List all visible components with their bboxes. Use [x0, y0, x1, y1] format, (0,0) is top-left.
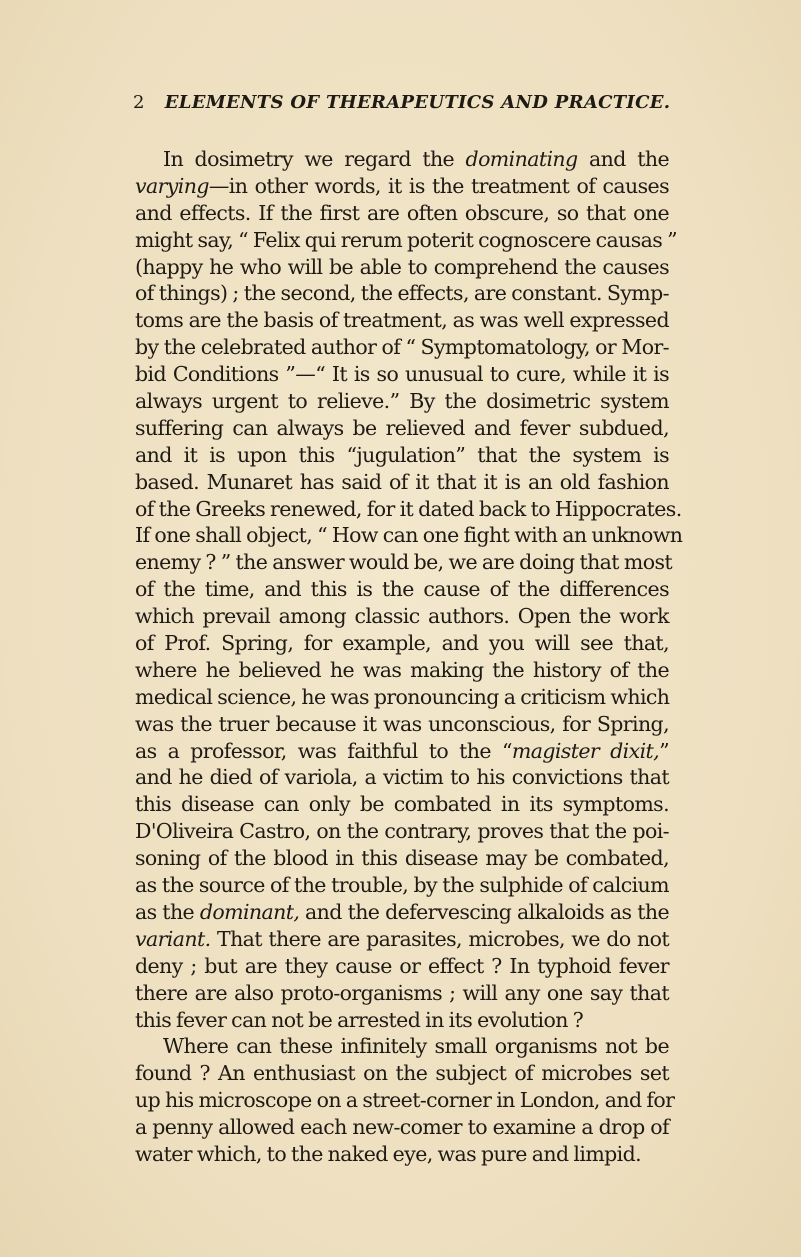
- text-run: and effects. If the first are often obscure, so that one: [135, 200, 669, 225]
- text-line: [135, 953, 669, 980]
- text-run: based. Munaret has said of it that it is an old fashion: [135, 469, 669, 494]
- text-run: toms are the basis of treatment, as was well expressed: [135, 308, 669, 333]
- text-run: as the: [135, 899, 200, 924]
- text-run: (happy he who will be able to comprehend the causes: [135, 254, 669, 279]
- text-line: [135, 442, 669, 469]
- text-run: bid Conditions ”—“ It is so unusual to cure, while it is: [135, 362, 669, 387]
- text-line: [135, 469, 669, 496]
- italic-text-run: magister dixit,: [511, 738, 660, 763]
- text-line: [135, 1033, 669, 1060]
- text-run: this fever can not be arrested in its evolution ?: [135, 1007, 584, 1032]
- text-run: of the time, and this is the cause of the differences: [135, 577, 669, 602]
- text-run: always urgent to relieve.” By the dosimetric system: [135, 389, 669, 414]
- text-run: by the celebrated author of “ Symptomatology, or Mor-: [135, 335, 669, 360]
- italic-text-run: dominant,: [199, 899, 300, 924]
- text-run: up his microscope on a street-corner in London, and for: [135, 1088, 675, 1113]
- text-line: [135, 146, 669, 173]
- text-run: In dosimetry we regard the: [163, 147, 466, 171]
- text-run: as the source of the trouble, by the sulphide of calcium: [135, 873, 669, 898]
- text-line: [135, 254, 669, 281]
- text-line: [135, 764, 669, 791]
- text-run: —in other words, it is the treatment of causes: [208, 173, 669, 198]
- text-line: [135, 1087, 675, 1114]
- text-run: deny ; but are they cause or effect ? In typhoid fever: [135, 953, 669, 978]
- text-run: suffering can always be relieved and fever subdued,: [135, 415, 669, 440]
- text-run: water which, to the naked eye, was pure and limpid.: [135, 1141, 642, 1166]
- text-line: [135, 791, 669, 818]
- running-head-title: ELEMENTS OF THERAPEUTICS AND PRACTICE.: [164, 92, 671, 113]
- text-run: of the Greeks renewed, for it dated back to Hippocrates.: [135, 496, 682, 521]
- body-text: [135, 146, 683, 1168]
- italic-text-run: dominating: [465, 147, 578, 171]
- text-run: and the defervescing alkaloids as the: [299, 899, 669, 924]
- text-run: and he died of variola, a victim to his convictions that: [135, 765, 669, 790]
- text-run: medical science, he was pronouncing a criticism which: [135, 684, 670, 709]
- text-run: ”: [659, 738, 669, 763]
- italic-text-run: varying: [135, 173, 209, 198]
- text-run: soning of the blood in this disease may be combated,: [135, 846, 669, 871]
- text-run: which prevail among classic authors. Open the work: [135, 604, 669, 629]
- text-line: [135, 334, 669, 361]
- text-line: [135, 1007, 669, 1034]
- text-run: and the: [577, 147, 669, 171]
- text-line: [135, 738, 669, 765]
- text-run: of Prof. Spring, for example, and you will see that,: [135, 631, 669, 656]
- text-run: If one shall object, “ How can one fight with an unknown: [135, 523, 683, 548]
- text-line: [135, 684, 669, 711]
- text-line: [135, 1114, 669, 1141]
- text-line: [135, 280, 669, 307]
- text-line: [135, 173, 669, 200]
- text-line: [135, 1060, 669, 1087]
- text-run: there are also proto-organisms ; will any one say that: [135, 980, 669, 1005]
- text-line: [135, 980, 669, 1007]
- text-line: [135, 227, 678, 254]
- text-run: D'Oliveira Castro, on the contrary, proves that the poi-: [135, 819, 669, 844]
- text-line: [135, 522, 683, 549]
- text-run: might say, “ Felix qui rerum poterit cognoscere causas ”: [135, 227, 678, 252]
- text-line: [135, 388, 669, 415]
- text-line: [135, 549, 672, 576]
- text-line: [135, 496, 682, 523]
- text-line: [135, 307, 669, 334]
- text-line: [135, 1141, 669, 1168]
- running-head: [133, 92, 673, 113]
- text-line: [135, 361, 669, 388]
- text-line: [135, 926, 669, 953]
- page-number: 2: [133, 92, 145, 113]
- text-run: and it is upon this “jugulation” that the system is: [135, 442, 669, 467]
- text-line: [135, 415, 669, 442]
- text-run: a penny allowed each new-comer to examine a drop of: [135, 1115, 669, 1140]
- text-run: Where can these infinitely small organisms not be: [163, 1034, 669, 1059]
- text-run: where he believed he was making the history of the: [135, 657, 669, 682]
- text-line: [135, 657, 669, 684]
- text-line: [135, 711, 669, 738]
- text-run: of things) ; the second, the effects, are constant. Symp-: [135, 281, 669, 306]
- text-line: [135, 603, 669, 630]
- italic-text-run: variant.: [135, 926, 211, 951]
- text-run: That there are parasites, microbes, we do not: [210, 926, 669, 951]
- text-line: [135, 899, 669, 926]
- text-run: was the truer because it was unconscious, for Spring,: [135, 711, 669, 736]
- text-run: as a professor, was faithful to the “: [135, 738, 512, 763]
- text-line: [135, 630, 669, 657]
- text-line: [135, 200, 669, 227]
- text-run: enemy ? ” the answer would be, we are doing that most: [135, 550, 672, 575]
- text-line: [135, 818, 669, 845]
- text-line: [135, 845, 669, 872]
- text-line: [135, 576, 669, 603]
- text-line: [135, 872, 669, 899]
- text-run: this disease can only be combated in its symptoms.: [135, 792, 669, 817]
- text-run: found ? An enthusiast on the subject of microbes set: [135, 1061, 669, 1086]
